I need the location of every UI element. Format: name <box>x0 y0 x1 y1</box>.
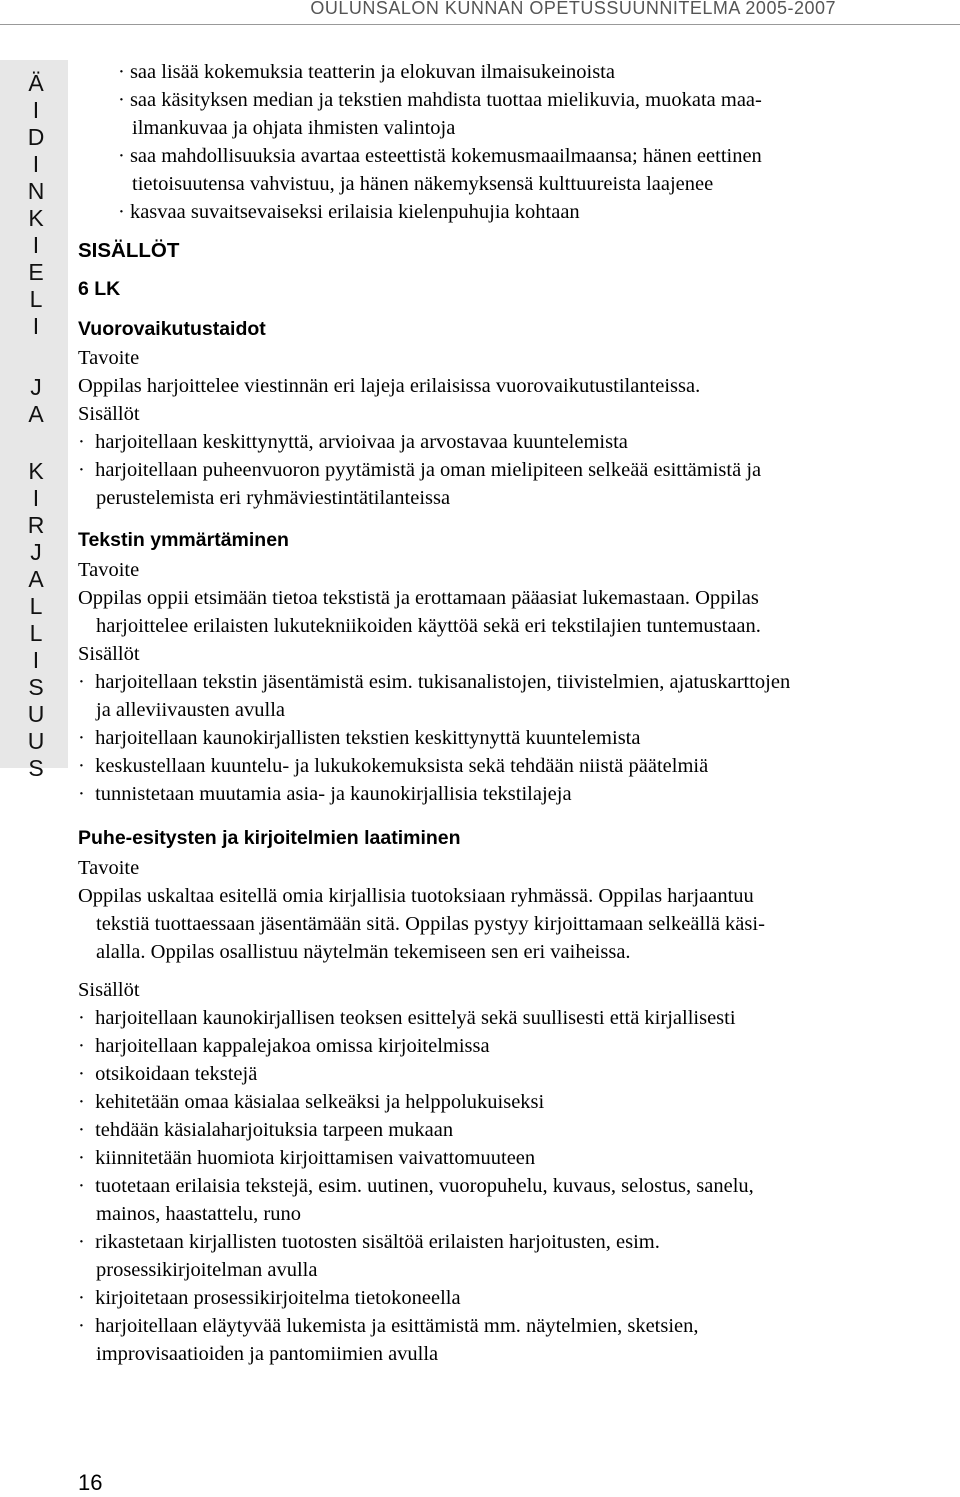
side-letter: L <box>29 620 43 646</box>
list-item: · tehdään käsialaharjoituksia tarpeen mukaan <box>78 1119 454 1141</box>
contents-label: Sisällöt <box>78 979 140 1001</box>
list-item: · harjoitellaan kaunokirjallisen teoksen esittelyä sekä suullisesti että kirjallisesti <box>78 1007 736 1029</box>
list-item: · harjoitellaan keskittynyttä, arvioivaa ja arvostavaa kuuntelemista <box>78 431 628 453</box>
list-item-continuation: improvisaatioiden ja pantomiimien avulla <box>96 1343 439 1365</box>
side-letter: S <box>28 755 44 781</box>
list-item: · keskustellaan kuuntelu- ja lukukokemuksista sekä tehdään niistä päätelmiä <box>78 755 709 777</box>
goal-text: Oppilas uskaltaa esitellä omia kirjallisia tuotoksiaan ryhmässä. Oppilas harjaantuu <box>78 885 754 907</box>
section-heading-puhe-esitykset: Puhe-esitysten ja kirjoitelmien laatiminen <box>78 827 461 849</box>
side-letter: J <box>30 374 42 400</box>
list-item-continuation: prosessikirjoitelman avulla <box>96 1259 318 1281</box>
list-item: · saa käsityksen median ja tekstien mahdista tuottaa mielikuvia, muokata maa- <box>118 89 762 111</box>
goal-label: Tavoite <box>78 857 140 879</box>
page-content <box>78 58 958 1368</box>
list-item: · tunnistetaan muutamia asia- ja kaunokirjallisia tekstilajeja <box>78 783 572 805</box>
goal-text: tekstiä tuottaessaan jäsentämään sitä. Oppilas pystyy kirjoittamaan selkeällä käsi- <box>96 913 765 935</box>
side-letter: L <box>29 286 43 312</box>
side-letter: A <box>28 566 44 592</box>
list-item-continuation: ja alleviivausten avulla <box>96 699 285 721</box>
section-heading-tekstin-ymmartaminen: Tekstin ymmärtäminen <box>78 529 289 551</box>
list-item: · harjoitellaan kaunokirjallisten tekstien keskittynyttä kuuntelemista <box>78 727 641 749</box>
list-item: · harjoitellaan puheenvuoron pyytämistä ja oman mielipiteen selkeää esittämistä ja <box>78 459 762 481</box>
side-letter: R <box>27 512 45 538</box>
list-item: · harjoitellaan tekstin jäsentämistä esim. tukisanalistojen, tiivistelmien, ajatuskarttojen <box>78 671 791 693</box>
side-letter: J <box>30 539 42 565</box>
section-heading-vuorovaikutustaidot: Vuorovaikutustaidot <box>78 318 266 340</box>
list-item: · kirjoitetaan prosessikirjoitelma tietokoneella <box>78 1287 461 1309</box>
side-letter: I <box>32 647 40 673</box>
side-letter: A <box>28 401 44 427</box>
contents-label: Sisällöt <box>78 643 140 665</box>
side-letter: E <box>28 259 44 285</box>
list-item-continuation: ilmankuvaa ja ohjata ihmisten valintoja <box>132 117 456 139</box>
list-item: · harjoitellaan eläytyvää lukemista ja esittämistä mm. näytelmien, sketsien, <box>78 1315 699 1337</box>
list-item: · kehitetään omaa käsialaa selkeäksi ja helppolukuiseksi <box>78 1091 545 1113</box>
side-letter: U <box>27 701 45 727</box>
list-item: · tuotetaan erilaisia tekstejä, esim. uutinen, vuoropuhelu, kuvaus, selostus, sanelu, <box>78 1175 754 1197</box>
side-letter: K <box>28 205 44 231</box>
side-letter: U <box>27 728 45 754</box>
list-item: · harjoitellaan kappalejakoa omissa kirjoitelmissa <box>78 1035 490 1057</box>
side-letter: I <box>32 313 40 339</box>
goal-text: harjoittelee erilaisten lukutekniikoiden käyttöä sekä eri tekstilajien tuntemustaan. <box>96 615 761 637</box>
side-letter: D <box>27 124 45 150</box>
side-letter: K <box>28 458 44 484</box>
contents-heading: SISÄLLÖT <box>78 239 180 262</box>
side-letter: L <box>29 593 43 619</box>
list-item-continuation: tietoisuutensa vahvistuu, ja hänen näkemyksensä kulttuureista laajenee <box>132 173 714 195</box>
list-item: · saa lisää kokemuksia teatterin ja elokuvan ilmaisukeinoista <box>118 61 615 83</box>
side-subject-strip <box>0 60 68 781</box>
list-item: · saa mahdollisuuksia avartaa esteettistä kokemusmaailmaansa; hänen eettinen <box>118 145 762 167</box>
document-title: OULUNSALON KUNNAN OPETUSSUUNNITELMA 2005-2007 <box>310 0 836 18</box>
list-item: · rikastetaan kirjallisten tuotosten sisältöä erilaisten harjoitusten, esim. <box>78 1231 660 1253</box>
side-letter: I <box>32 151 40 177</box>
side-letter: Ä <box>28 70 44 96</box>
goal-label: Tavoite <box>78 559 140 581</box>
goal-label: Tavoite <box>78 347 140 369</box>
list-item: · otsikoidaan tekstejä <box>78 1063 258 1085</box>
side-letter: I <box>32 232 40 258</box>
grade-heading: 6 LK <box>78 278 121 300</box>
side-letter: S <box>28 674 44 700</box>
side-letter: I <box>32 485 40 511</box>
list-item-continuation: mainos, haastattelu, runo <box>96 1203 301 1225</box>
goal-text: Oppilas oppii etsimään tietoa tekstistä ja erottamaan pääasiat lukemastaan. Oppilas <box>78 587 759 609</box>
list-item: · kiinnitetään huomiota kirjoittamisen vaivattomuuteen <box>78 1147 536 1169</box>
goal-text: Oppilas harjoittelee viestinnän eri lajeja erilaisissa vuorovaikutustilanteissa. <box>78 375 701 397</box>
list-item-continuation: perustelemista eri ryhmäviestintätilanteissa <box>96 487 451 509</box>
goal-text: alalla. Oppilas osallistuu näytelmän tekemiseen sen eri vaiheissa. <box>96 941 631 963</box>
top-bullet-list <box>78 58 958 226</box>
page-header <box>0 0 960 25</box>
side-letter: I <box>32 97 40 123</box>
side-letter: N <box>27 178 45 204</box>
list-item: · kasvaa suvaitsevaiseksi erilaisia kielenpuhujia kohtaan <box>118 201 580 223</box>
page-number: 16 <box>78 1470 103 1495</box>
contents-label: Sisällöt <box>78 403 140 425</box>
